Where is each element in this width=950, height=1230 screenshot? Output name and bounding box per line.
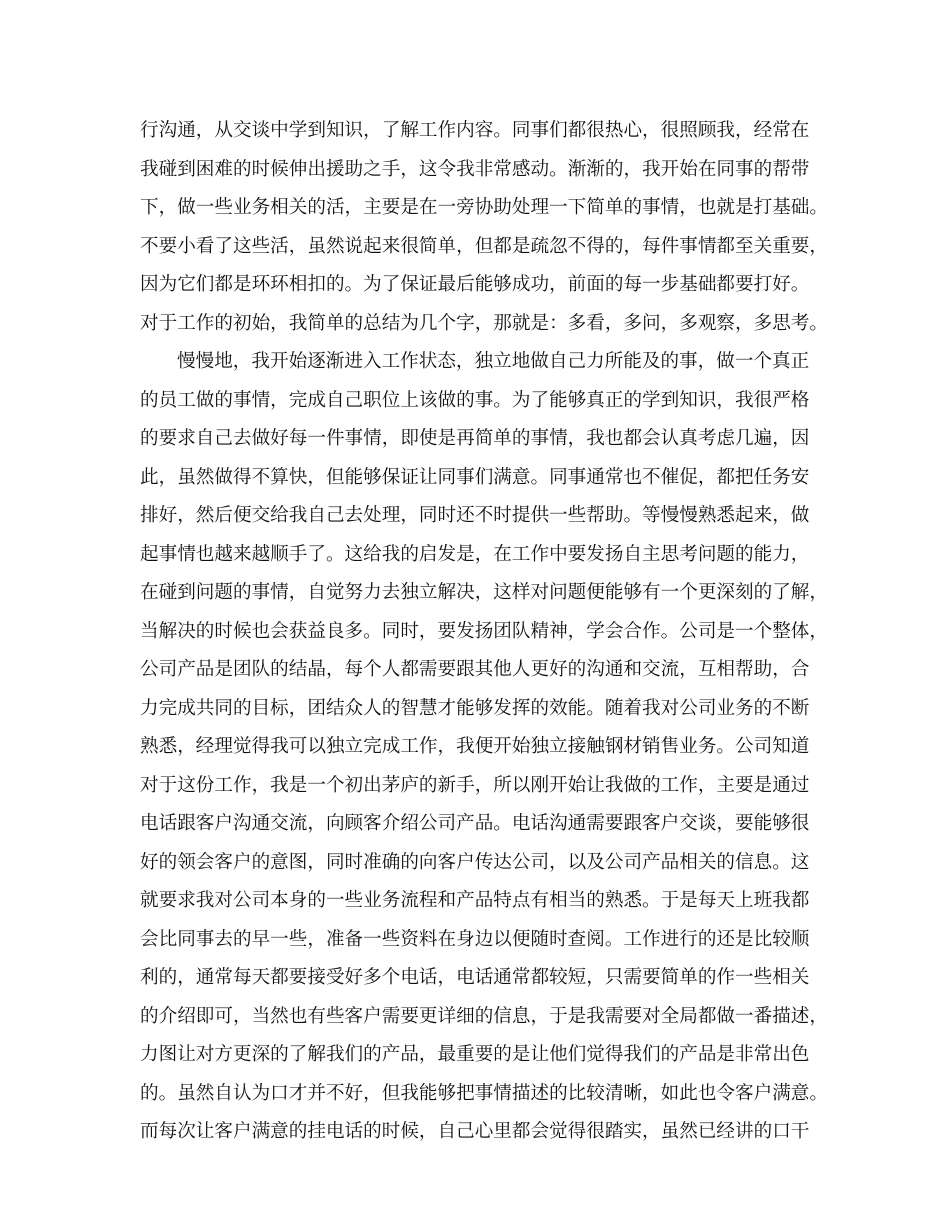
text-line: 而每次让客户满意的挂电话的时候，自己心里都会觉得很踏实，虽然已经讲的口干 [140,1121,810,1142]
text-line: 公司产品是团队的结晶，每个人都需要跟其他人更好的沟通和交流，互相帮助，合 [140,659,810,680]
text-line: 会比同事去的早一些，准备一些资料在身边以便随时查阅。工作进行的还是比较顺 [140,928,810,950]
text-line: 因为它们都是环环相扣的。为了保证最后能够成功，前面的每一步基础都要打好。 [140,274,810,295]
text-line: 力图让对方更深的了解我们的产品，最重要的是让他们觉得我们的产品是非常出色 [140,1044,810,1065]
text-line: 起事情也越来越顺手了。这给我的启发是，在工作中要发扬自主思考问题的能力， [140,543,810,565]
paragraph-start-line: 慢慢地，我开始逐渐进入工作状态，独立地做自己力所能及的事，做一个真正 [177,351,810,372]
text-line: 此，虽然做得不算快，但能够保证让同事们满意。同事通常也不催促，都把任务安 [140,466,810,488]
text-line: 力完成共同的目标，团结众人的智慧才能够发挥的效能。随着我对公司业务的不断 [140,697,810,719]
text-line: 就要求我对公司本身的一些业务流程和产品特点有相当的熟悉。于是每天上班我都 [140,890,810,911]
text-line: 电话跟客户沟通交流，向顾客介绍公司产品。电话沟通需要跟客户交谈，要能够很 [140,813,810,834]
text-line: 利的，通常每天都要接受好多个电话，电话通常都较短，只需要简单的作一些相关 [140,967,810,988]
text-line: 当解决的时候也会获益良多。同时，要发扬团队精神，学会合作。公司是一个整体， [140,620,828,642]
text-line: 我碰到困难的时候伸出援助之手，这令我非常感动。渐渐的，我开始在同事的帮带 [140,158,810,180]
text-line: 对于工作的初始，我简单的总结为几个字，那就是：多看，多问，多观察，多思考。 [140,312,828,334]
text-line: 在碰到问题的事情，自觉努力去独立解决，这样对问题便能够有一个更深刻的了解， [140,582,828,603]
text-line: 熟悉，经理觉得我可以独立完成工作，我便开始独立接触钢材销售业务。公司知道 [140,736,810,757]
text-line: 对于这份工作，我是一个初出茅庐的新手，所以刚开始让我做的工作，主要是通过 [140,774,810,796]
text-line: 的介绍即可，当然也有些客户需要更详细的信息，于是我需要对全局都做一番描述， [140,1005,828,1027]
text-line: 排好，然后便交给我自己去处理，同时还不时提供一些帮助。等慢慢熟悉起来，做 [140,505,810,526]
text-line: 好的领会客户的意图，同时准确的向客户传达公司，以及公司产品相关的信息。这 [140,851,810,873]
text-line: 下，做一些业务相关的活，主要是在一旁协助处理一下简单的事情，也就是打基础。 [140,197,828,218]
body-text [140,112,840,1152]
text-line: 的。虽然自认为口才并不好，但我能够把事情描述的比较清晰，如此也令客户满意。 [140,1082,828,1104]
text-line: 不要小看了这些活，虽然说起来很简单，但都是疏忽不得的，每件事情都至关重要， [140,235,828,257]
text-line: 的员工做的事情，完成自己职位上该做的事。为了能够真正的学到知识，我很严格 [140,389,810,411]
text-line: 行沟通，从交谈中学到知识，了解工作内容。同事们都很热心，很照顾我，经常在 [140,120,810,141]
text-line: 的要求自己去做好每一件事情，即使是再简单的事情，我也都会认真考虑几遍，因 [140,428,810,449]
